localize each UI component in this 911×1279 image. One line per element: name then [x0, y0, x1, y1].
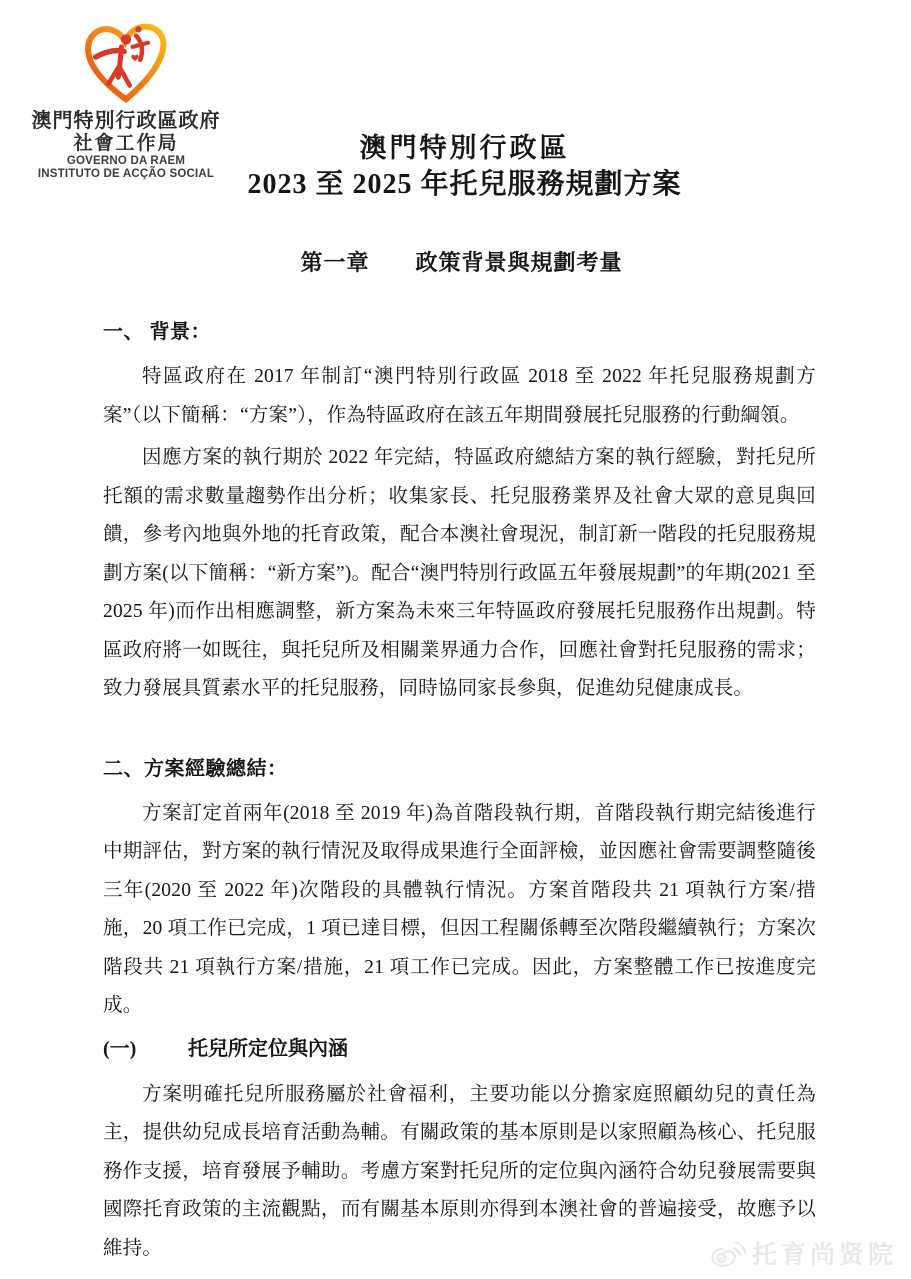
section-heading-experience-summary: 二、方案經驗總結：: [103, 757, 288, 780]
paragraph-background-2: 因應方案的執行期於 2022 年完結，特區政府總結方案的執行經驗，對托兒所托額的需求數量趨勢作出分析；收集家長、托兒服務業界及社會大眾的意見與回饋，參考內地與外地的托育政策，配合本澳社會現況，制訂新一階段的托兒服務規劃方案(以下簡稱：“新方案”)。配合“澳門特別行政區五年發展規劃”的年期(2021 至 2025 年)而作出相應調整，新方案為未來三年特區政府發展托兒服務作出規劃。特區政府將一如既往，與托兒所及相關業界通力合作，回應社會對托兒服務的需求；致力發展具質素水平的托兒服務，同時協同家長參與，促進幼兒健康成長。: [103, 447, 816, 699]
watermark-text: 托育尚贤院: [751, 1241, 897, 1269]
paragraph-positioning: 方案明確托兒所服務屬於社會福利，主要功能以分擔家庭照顧幼兒的責任為主，提供幼兒成長培育活動為輔。有關政策的基本原則是以家照顧為核心、托兒服務作支援，培育發展予輔助。考慮方案對托兒所的定位與內涵符合幼兒發展需要與國際托育政策的主流觀點，而有關基本原則亦得到本澳社會的普遍接受，故應予以維持。: [103, 1083, 816, 1259]
document-title-line2: 2023 至 2025 年托兒服務規劃方案: [247, 169, 682, 200]
document-title-block: [0, 132, 911, 202]
subsection-label: (一): [103, 1037, 137, 1060]
paragraph-background-1: 特區政府在 2017 年制訂“澳門特別行政區 2018 至 2022 年托兒服務規劃方案”（以下簡稱：“方案”），作為特區政府在該五年期間發展托兒服務的行動綱領。: [103, 366, 816, 426]
section-heading-background: 一、 背景：: [103, 321, 211, 343]
agency-name-chinese: 澳門特別行政區政府: [31, 110, 221, 132]
bureau-name-portuguese: INSTITUTO DE ACÇÃO SOCIAL: [37, 168, 215, 180]
agency-name-portuguese: GOVERNO DA RAEM: [66, 155, 186, 167]
subsection-title: 托兒所定位與內涵: [188, 1037, 348, 1060]
document-title-line1: 澳門特別行政區: [359, 133, 570, 163]
watermark: [710, 1235, 897, 1271]
document-body: [103, 318, 816, 1268]
subsection-heading-positioning: [103, 1035, 816, 1063]
heart-logo-icon: [80, 20, 172, 106]
figure-head-dot: [121, 34, 131, 44]
weibo-icon: [710, 1239, 746, 1268]
paragraph-experience-summary: 方案訂定首兩年(2018 至 2019 年)為首階段執行期，首階段執行期完結後進行中期評估，對方案的執行情況及取得成果進行全面評檢，並因應社會需要調整隨後三年(2020 至 2022 年)次階段的具體執行情況。方案首階段共 21 項執行方案/措施，20 項工作已完成，1 項已達目標，但因工程關係轉至次階段繼續執行；方案次階段共 21 項執行方案/措施，21 項工作已完成。因此，方案整體工作已按進度完成。: [103, 802, 816, 1016]
chapter-heading: 第一章 政策背景與規劃考量: [300, 250, 623, 275]
bureau-name-chinese: 社會工作局: [73, 133, 179, 154]
